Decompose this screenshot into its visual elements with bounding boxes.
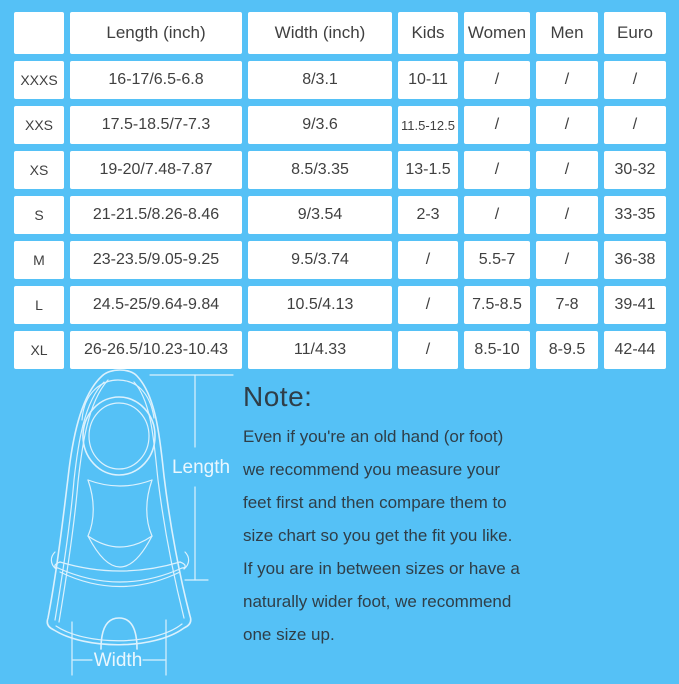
foot-opening-outer — [83, 397, 155, 475]
fin-diagram — [18, 368, 248, 679]
table-cell: 9.5/3.74 — [248, 241, 392, 279]
table-cell: / — [604, 61, 666, 99]
table-cell: 30-32 — [604, 151, 666, 189]
header-cell-euro: Euro — [604, 12, 666, 54]
size-label: XXXS — [14, 61, 64, 99]
note-line: size chart so you get the fit you like. — [243, 526, 513, 545]
header-cell-kids: Kids — [398, 12, 458, 54]
table-cell: 33-35 — [604, 196, 666, 234]
heel-band-bottom — [60, 572, 180, 587]
table-cell: 11.5-12.5 — [398, 106, 458, 144]
table-cell: 11/4.33 — [248, 331, 392, 369]
table-cell: / — [464, 61, 530, 99]
fin-right-rail — [134, 382, 184, 618]
table-cell: 8-9.5 — [536, 331, 598, 369]
header-cell-men: Men — [536, 12, 598, 54]
table-cell: 23-23.5/9.05-9.25 — [70, 241, 242, 279]
header-cell-length: Length (inch) — [70, 12, 242, 54]
instep-left — [88, 480, 93, 536]
header-cell-width: Width (inch) — [248, 12, 392, 54]
table-cell: 39-41 — [604, 286, 666, 324]
lens-top-arc — [88, 536, 152, 547]
size-chart-table — [14, 12, 666, 369]
header-cell-women: Women — [464, 12, 530, 54]
table-cell: / — [464, 196, 530, 234]
fin-outline-drawing — [18, 368, 248, 679]
note-line: Even if you're an old hand (or foot) — [243, 427, 504, 446]
table-cell: 17.5-18.5/7-7.3 — [70, 106, 242, 144]
size-label: XL — [14, 331, 64, 369]
note-section — [243, 381, 543, 651]
table-cell: 8/3.1 — [248, 61, 392, 99]
table-cell: 24.5-25/9.64-9.84 — [70, 286, 242, 324]
table-cell: / — [536, 151, 598, 189]
table-cell: 10-11 — [398, 61, 458, 99]
table-cell: 2-3 — [398, 196, 458, 234]
foot-opening-inner — [89, 403, 149, 469]
table-cell: / — [536, 241, 598, 279]
table-cell: 7.5-8.5 — [464, 286, 530, 324]
table-cell: 21-21.5/8.26-8.46 — [70, 196, 242, 234]
table-cell: 16-17/6.5-6.8 — [70, 61, 242, 99]
table-cell: / — [398, 241, 458, 279]
instep-right — [147, 480, 152, 536]
table-cell: / — [536, 61, 598, 99]
note-line: If you are in between sizes or have a — [243, 559, 520, 578]
note-line: feet first and then compare them to — [243, 493, 507, 512]
table-cell: 36-38 — [604, 241, 666, 279]
table-cell: / — [536, 106, 598, 144]
table-cell: 5.5-7 — [464, 241, 530, 279]
size-label: S — [14, 196, 64, 234]
width-label: Width — [93, 650, 143, 671]
length-label: Length — [171, 457, 231, 478]
table-cell: 19-20/7.48-7.87 — [70, 151, 242, 189]
table-cell: / — [536, 196, 598, 234]
table-cell: / — [398, 286, 458, 324]
size-label: XS — [14, 151, 64, 189]
size-label: M — [14, 241, 64, 279]
table-cell: 9/3.6 — [248, 106, 392, 144]
table-cell: 8.5-10 — [464, 331, 530, 369]
note-title: Note: — [243, 381, 313, 412]
table-cell: / — [398, 331, 458, 369]
table-cell: 26-26.5/10.23-10.43 — [70, 331, 242, 369]
header-cell-size — [14, 12, 64, 54]
table-cell: 7-8 — [536, 286, 598, 324]
note-line: naturally wider foot, we recommend — [243, 592, 512, 611]
table-cell: 10.5/4.13 — [248, 286, 392, 324]
table-cell: / — [464, 106, 530, 144]
table-cell: / — [464, 151, 530, 189]
table-cell: 9/3.54 — [248, 196, 392, 234]
note-line: we recommend you measure your — [243, 460, 501, 479]
fin-left-rail-inner — [59, 380, 108, 622]
fin-outline — [47, 370, 191, 645]
heel-band-mid — [58, 568, 182, 582]
instep-top — [88, 480, 152, 486]
note-line: one size up. — [243, 625, 335, 644]
lens-bottom-arc — [88, 536, 152, 567]
table-cell: 13-1.5 — [398, 151, 458, 189]
size-label: XXS — [14, 106, 64, 144]
table-cell: 42-44 — [604, 331, 666, 369]
heel-band-right-cap — [180, 562, 185, 568]
table-cell: 8.5/3.35 — [248, 151, 392, 189]
size-label: L — [14, 286, 64, 324]
table-cell: / — [604, 106, 666, 144]
